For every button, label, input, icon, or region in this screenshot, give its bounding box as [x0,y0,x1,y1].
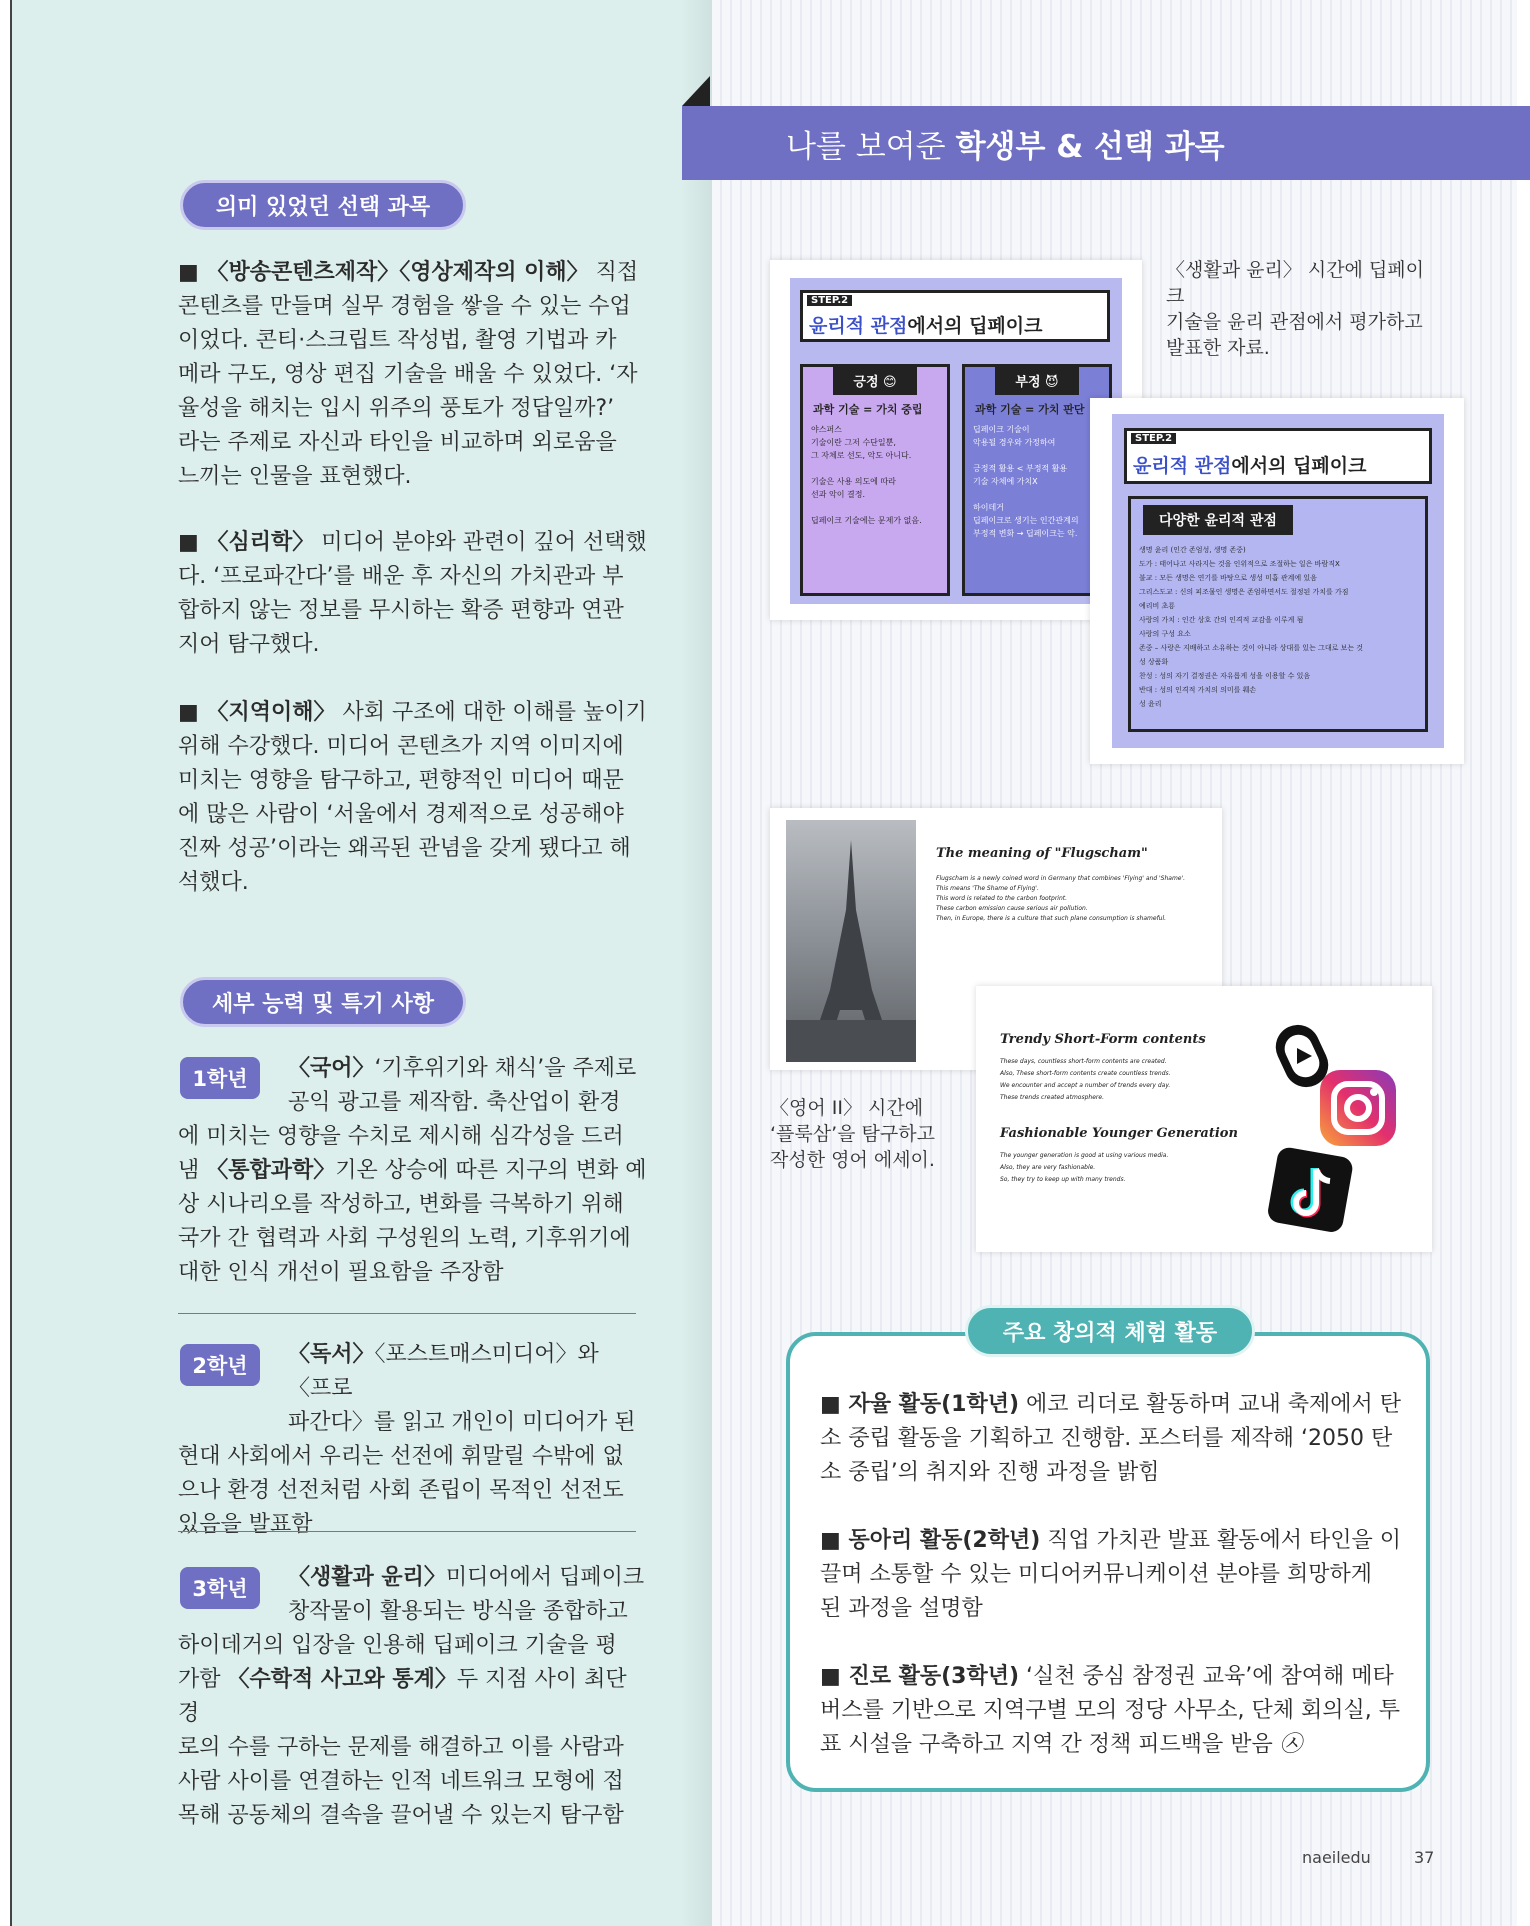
header-corner [682,76,710,106]
grade-badge-1: 1학년 [180,1057,260,1099]
header-bold: 학생부 & 선택 과목 [955,128,1225,165]
slide-line: 반대 : 성의 인격적 가치의 의미를 훼손 [1139,686,1257,694]
para3-line: 사회 구조에 대한 이해를 높이기 [335,700,647,725]
essay-line: We encounter and accept a number of trends every day. [1000,1082,1171,1089]
positive-lines [811,423,949,527]
positive-head: 긍정 😊 [833,365,917,395]
grade-text: 미디어에서 딥페이크 [445,1565,645,1590]
grade-text: 기온 상승에 따른 지구의 변화 예 [335,1158,647,1183]
grade-text: 있음을 발표함 [178,1512,313,1537]
slide-line: 기술은 사용 의도에 따라 [811,477,896,486]
grade-line [178,1440,648,1474]
grade-line [178,1561,648,1595]
grade-text: 으나 환경 선전처럼 사회 존립이 목적인 선전도 [178,1478,624,1503]
caption-line: 기술을 윤리 관점에서 평가하고 [1166,311,1423,333]
eiffel-tower-icon [786,820,916,1062]
activity-line: 표 시설을 구축하고 지역 간 정책 피드백을 받음 [820,1732,1273,1757]
activity-line: ‘실천 중심 참정권 교육’에 참여해 메타 [1019,1664,1394,1689]
grade-text: 에 미치는 영향을 수치로 제시해 심각성을 드러 [178,1124,624,1149]
grade-text: 로의 수를 구하는 문제를 해결하고 이를 사람과 [178,1735,624,1760]
slide-line: 그 자체로 선도, 악도 아니다. [811,451,912,460]
slide-line: 존중 – 사랑은 지배하고 소유하는 것이 아니라 상대를 있는 그대로 보는 것 [1139,644,1364,652]
slide-2 [1112,414,1444,748]
slide-line: 사랑의 구성 요소 [1139,630,1191,638]
essay2-title2: Fashionable Younger Generation [1000,1126,1238,1141]
grade-line [178,1086,648,1120]
para2-line: 미디어 분야와 관련이 깊어 선택했 [314,530,647,555]
grade-line [178,1256,648,1290]
grade-line [178,1406,648,1440]
caption-line: 작성한 영어 에세이. [770,1149,935,1171]
essay1-lines [936,874,1206,924]
footer-brand: naeiledu [1302,1848,1371,1867]
essay2-lines2 [1000,1150,1260,1186]
activity-line: 직업 가치관 발표 활동에서 타인을 이 [1040,1528,1402,1553]
tiktok-icon [1266,1146,1356,1236]
activity-lead: ■ 자율 활동(1학년) [820,1392,1020,1417]
para3-lead: ■ 〈지역이해〉 [178,700,336,725]
section-title-details: 세부 능력 및 특기 사항 [180,977,466,1027]
activity-line: 소 중립’의 취지와 진행 과정을 밝힘 [820,1460,1160,1485]
slide-line: 긍정적 활용 < 부정적 활용 [973,464,1068,473]
slide1-positive-col [800,364,950,596]
grade-line [178,1595,648,1629]
essay-line: This word is related to the carbon footprint. [936,895,1068,902]
divider [178,1313,636,1314]
para1-line: 메라 구도, 영상 편집 기술을 배울 수 있었다. ‘자 [178,362,638,387]
grade-line [178,1508,648,1542]
para1-line: 직접 [588,260,639,285]
grade-line [178,1338,648,1406]
slide1-step: STEP.2 [807,295,852,306]
slide-line: 사랑의 가치 : 인간 상호 간의 인격적 교감을 이루게 됨 [1139,616,1304,624]
grade-text: 〈포스트매스미디어〉와 〈프로 [288,1342,599,1401]
activity-club [820,1524,1420,1626]
slide-line: 불교 : 모든 생명은 연기를 바탕으로 생성 미흡 관계에 있음 [1139,574,1317,582]
slide-line: 그리스도교 : 신의 피조물인 생명은 존엄하면서도 절정된 가치를 가짐 [1139,588,1349,596]
essay-line: Also, These short-form contents create countless trends. [1000,1070,1171,1077]
slide2-lines [1139,543,1425,711]
para1-lead: ■ 〈방송콘텐츠제작〉〈영상제작의 이해〉 [178,260,589,285]
activity-line: 소 중립 활동을 기획하고 진행함. 포스터를 제작해 ‘2050 탄 [820,1426,1393,1451]
activities-title: 주요 창의적 체험 활동 [965,1305,1255,1357]
page-fold [680,0,712,1926]
slide-line [811,501,949,514]
slide-line: 기술 자체에 가치X [973,477,1038,486]
subject-name: 〈국어〉 [288,1056,375,1081]
activity-line: 에코 리더로 활동하며 교내 축제에서 탄 [1019,1392,1402,1417]
grade-line [178,1765,648,1799]
grade-line [178,1799,648,1833]
subject-name: 〈통합과학〉 [206,1158,336,1183]
slide-line: 부정적 변화 → 딥페이크는 악. [973,529,1078,538]
grade-line [178,1629,648,1663]
page-number: 37 [1414,1848,1435,1867]
slide-line: 악용될 경우와 가정하여 [973,438,1056,447]
grade-line [178,1052,648,1086]
para3-line: 에 많은 사람이 ‘서울에서 경제적으로 성공해야 [178,802,624,827]
grade1-text [178,1052,648,1290]
grade-line [178,1154,648,1188]
grade-text: 가함 [178,1667,228,1692]
grade-line [178,1120,648,1154]
slide-card-2 [1090,398,1464,764]
para2-lead: ■ 〈심리학〉 [178,530,315,555]
slide-line: 선과 악이 결정. [811,490,865,499]
essay-line: Flugscham is a newly coined word in Germany that combines 'Flying' and 'Shame'. [936,875,1186,882]
slide-line [811,462,949,475]
para-psychology [178,526,648,662]
grade-text: 대한 인식 개선이 필요함을 주장함 [178,1260,504,1285]
grade-line [178,1222,648,1256]
caption-line: ‘플룩삼’을 탐구하고 [770,1123,935,1145]
section-title-elective: 의미 있었던 선택 과목 [180,180,466,230]
slide-line: 생명 윤리 (인간 존엄성, 생명 존중) [1139,546,1246,554]
slide-line: 도가 : 태어나고 사라지는 것을 인위적으로 조절하는 일은 바람직X [1139,560,1340,568]
grade-text: 하이데거의 입장을 인용해 딥페이크 기술을 평 [178,1633,617,1658]
grade3-text [178,1561,648,1833]
grade-text: 국가 간 협력과 사회 구성원의 노력, 기후위기에 [178,1226,631,1251]
instagram-icon [1316,1066,1400,1150]
grade-text: 파간다〉를 읽고 개인이 미디어가 된 [288,1410,636,1435]
essay-card-2 [976,986,1432,1252]
para2-line: 합하지 않는 정보를 무시하는 확증 편향과 연관 [178,598,624,623]
activity-autonomy [820,1388,1420,1490]
divider [178,1531,636,1532]
para3-line: 석했다. [178,870,249,895]
slide1-title: 윤리적 관점에서의 딥페이크 [809,315,1043,337]
caption-ethics [1166,257,1426,361]
slide-line: 딥페이크로 생기는 인간관계의 [973,516,1079,525]
negative-head: 부정 😈 [995,365,1079,395]
para1-line: 콘텐츠를 만들며 실무 경험을 쌓을 수 있는 수업 [178,294,631,319]
subject-name: 〈독서〉 [288,1342,375,1367]
essay2-title1: Trendy Short-Form contents [1000,1032,1206,1047]
essay1-title: The meaning of "Flugscham" [936,846,1148,861]
slide2-title: 윤리적 관점에서의 딥페이크 [1133,455,1367,477]
grade-text: 상 시나리오를 작성하고, 변화를 극복하기 위해 [178,1192,624,1217]
slide-line: 딥페이크 기술이 [973,425,1030,434]
essay2-lines1 [1000,1056,1260,1104]
grade-line [178,1663,648,1731]
slide-line: 찬성 : 성의 자기 결정권은 자유롭게 성을 이용할 수 있음 [1139,672,1311,680]
slide-card-1 [770,260,1142,620]
header-bar [682,106,1530,180]
negative-sub: 과학 기술 = 가치 판단 [975,403,1085,416]
para-broadcast [178,256,648,494]
slide2-content [1128,496,1428,732]
grade-text: 두 지점 사이 최단 경 [178,1667,627,1726]
para3-line: 진짜 성공’이라는 왜곡된 관념을 갖게 됐다고 해 [178,836,631,861]
grade-badge-2: 2학년 [180,1344,260,1386]
slide-line: 기술이란 그저 수단일뿐, [811,438,896,447]
activity-line: 된 과정을 설명함 [820,1596,983,1621]
subject-name: 〈생활과 윤리〉 [288,1565,446,1590]
slide-line: 성 윤리 [1139,700,1162,708]
grade-line [178,1731,648,1765]
slide-line: 하이데거 [973,503,1004,512]
slide-1 [790,278,1122,604]
grade-text: ‘기후위기와 채식’을 주제로 [374,1056,637,1081]
grade2-text [178,1338,648,1542]
grade-line [178,1474,648,1508]
caption-line: 발표한 자료. [1166,337,1270,359]
caption-english [770,1095,970,1173]
grade-text: 현대 사회에서 우리는 선전에 휘말릴 수밖에 없 [178,1444,624,1469]
slide-line: 야스퍼스 [811,425,842,434]
essay-line: So, they try to keep up with many trends. [1000,1176,1126,1183]
grade-text: 목해 공동체의 결속을 끌어낼 수 있는지 탐구함 [178,1803,624,1828]
para-region [178,696,648,900]
grade-text: 공익 광고를 제작함. 축산업이 환경 [288,1090,621,1115]
activity-career [820,1660,1420,1762]
essay-line: These trends created atmosphere. [1000,1094,1104,1101]
para1-line: 라는 주제로 자신과 타인을 비교하며 외로움을 [178,430,617,455]
para1-line: 느끼는 인물을 표현했다. [178,464,412,489]
para2-line: 지어 탐구했다. [178,632,320,657]
activity-line: 버스를 기반으로 지역구별 모의 정당 사무소, 단체 회의실, 투 [820,1698,1400,1723]
activity-lead: ■ 진로 활동(3학년) [820,1664,1020,1689]
essay-line: This means 'The Shame of Flying'. [936,885,1039,892]
header-prefix: 나를 보여준 [786,128,946,165]
activity-lead: ■ 동아리 활동(2학년) [820,1528,1041,1553]
caption-line: 〈생활과 윤리〉 시간에 딥페이크 [1166,259,1425,307]
essay-line: These days, countless short-form contents are created. [1000,1058,1167,1065]
slide1-title-box [800,290,1110,342]
slide-line: 성 상품화 [1139,658,1169,666]
grade-badge-3: 3학년 [180,1567,260,1609]
para1-line: 율성을 해치는 입시 위주의 풍토가 정답일까?’ [178,396,615,421]
para2-line: 다. ‘프로파간다’를 배운 후 자신의 가치관과 부 [178,564,624,589]
grade-text: 사람 사이를 연결하는 인적 네트워크 모형에 접 [178,1769,624,1794]
slide2-sub: 다양한 윤리적 관점 [1143,505,1293,535]
essay-line: Also, they are very fashionable. [1000,1164,1096,1171]
activity-line: 끌며 소통할 수 있는 미디어커뮤니케이션 분야를 희망하게 [820,1562,1373,1587]
para3-line: 미치는 영향을 탐구하고, 편향적인 미디어 때문 [178,768,624,793]
essay-line: Then, in Europe, there is a culture that such plane consumption is shameful. [936,915,1167,922]
para1-line: 이었다. 콘티·스크립트 작성법, 촬영 기법과 카 [178,328,617,353]
slide2-step: STEP.2 [1131,433,1176,444]
eiffel-photo [786,820,916,1062]
caption-line: 〈영어 II〉 시간에 [770,1097,924,1119]
essay-line: These carbon emission cause serious air pollution. [936,905,1088,912]
essay-line: The younger generation is good at using various media. [1000,1152,1169,1159]
subject-name: 〈수학적 사고와 통계〉 [227,1667,457,1692]
para3-line: 위해 수강했다. 미디어 콘텐츠가 지역 이미지에 [178,734,624,759]
grade-text: 창작물이 활용되는 방식을 종합하고 [288,1599,628,1624]
slide2-title-box [1124,428,1432,484]
slide-line: 예리비 초룡 [1139,602,1176,610]
grade-text: 냄 [178,1158,207,1183]
end-mark-icon: ㉦ [1279,1732,1302,1757]
grade-line [178,1188,648,1222]
slide-line: 딥페이크 기술에는 문제가 없음. [811,516,922,525]
positive-sub: 과학 기술 = 가치 중립 [813,403,923,416]
